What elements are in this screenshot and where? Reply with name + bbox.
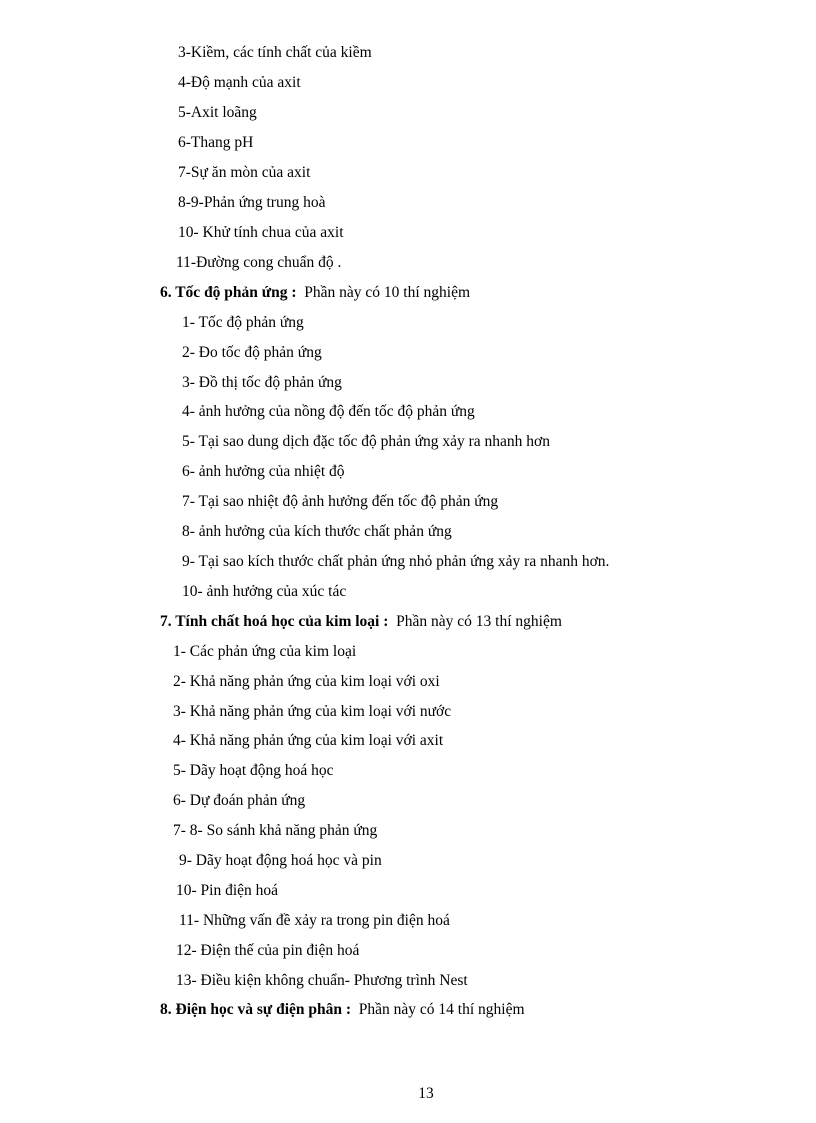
list-item: 2- Đo tốc độ phản ứng	[182, 344, 322, 361]
list-item: 3-Kiềm, các tính chất của kiềm	[178, 44, 372, 61]
list-item: 10- ảnh hưởng của xúc tác	[182, 583, 347, 600]
list-item: 4-Độ mạnh của axit	[178, 74, 301, 91]
list-item: 7- Tại sao nhiệt độ ảnh hưởng đến tốc độ phản ứng	[182, 493, 499, 510]
list-item: 9- Dãy hoạt động hoá học và pin	[179, 852, 382, 869]
list-item: 4- ảnh hưởng của nồng độ đến tốc độ phản ứng	[182, 403, 475, 420]
list-item: 7- 8- So sánh khả năng phản ứng	[173, 822, 378, 839]
list-item: 5- Dãy hoạt động hoá học	[173, 762, 334, 779]
section-note: Phần này có 10 thí nghiệm	[304, 284, 471, 301]
list-item: 9- Tại sao kích thước chất phản ứng nhỏ phản ứng xảy ra nhanh hơn.	[182, 553, 610, 570]
list-item: 4- Khả năng phản ứng của kim loại với axit	[173, 732, 444, 749]
list-item: 6- ảnh hưởng của nhiệt độ	[182, 463, 345, 480]
list-item: 6- Dự đoán phản ứng	[173, 792, 306, 809]
section-heading	[160, 283, 470, 303]
list-item: 10- Pin điện hoá	[176, 882, 279, 899]
list-item: 5-Axit loãng	[178, 104, 257, 121]
list-item: 2- Khả năng phản ứng của kim loại với oxi	[173, 673, 440, 690]
list-item: 8-9-Phản ứng trung hoà	[178, 194, 326, 211]
section-title: 7. Tính chất hoá học của kim loại :	[160, 613, 389, 630]
section-note: Phần này có 13 thí nghiệm	[396, 613, 562, 630]
page-number: 13	[418, 1085, 434, 1102]
section-title: 8. Điện học và sự điện phân :	[160, 1001, 352, 1018]
list-item: 11-Đường cong chuẩn độ .	[176, 254, 342, 271]
section-title: 6. Tốc độ phản ứng :	[160, 284, 297, 301]
list-item: 1- Các phản ứng của kim loại	[173, 643, 357, 660]
section-heading	[160, 1000, 525, 1020]
list-item: 13- Điều kiện không chuẩn- Phương trình Nest	[176, 972, 468, 989]
list-item: 12- Điện thế của pin điện hoá	[176, 942, 360, 959]
list-item: 6-Thang pH	[178, 134, 254, 151]
list-item: 7-Sự ăn mòn của axit	[178, 164, 311, 181]
list-item: 11- Những vấn đề xảy ra trong pin điện hoá	[179, 912, 450, 929]
section-heading	[160, 612, 562, 632]
section-note: Phần này có 14 thí nghiệm	[358, 1001, 525, 1018]
list-item: 3- Đồ thị tốc độ phản ứng	[182, 374, 342, 391]
list-item: 1- Tốc độ phản ứng	[182, 314, 304, 331]
list-item: 10- Khử tính chua của axit	[178, 224, 344, 241]
list-item: 3- Khả năng phản ứng của kim loại với nước	[173, 703, 452, 720]
list-item: 8- ảnh hưởng của kích thước chất phản ứng	[182, 523, 452, 540]
list-item: 5- Tại sao dung dịch đặc tốc độ phản ứng xảy ra nhanh hơn	[182, 433, 550, 450]
